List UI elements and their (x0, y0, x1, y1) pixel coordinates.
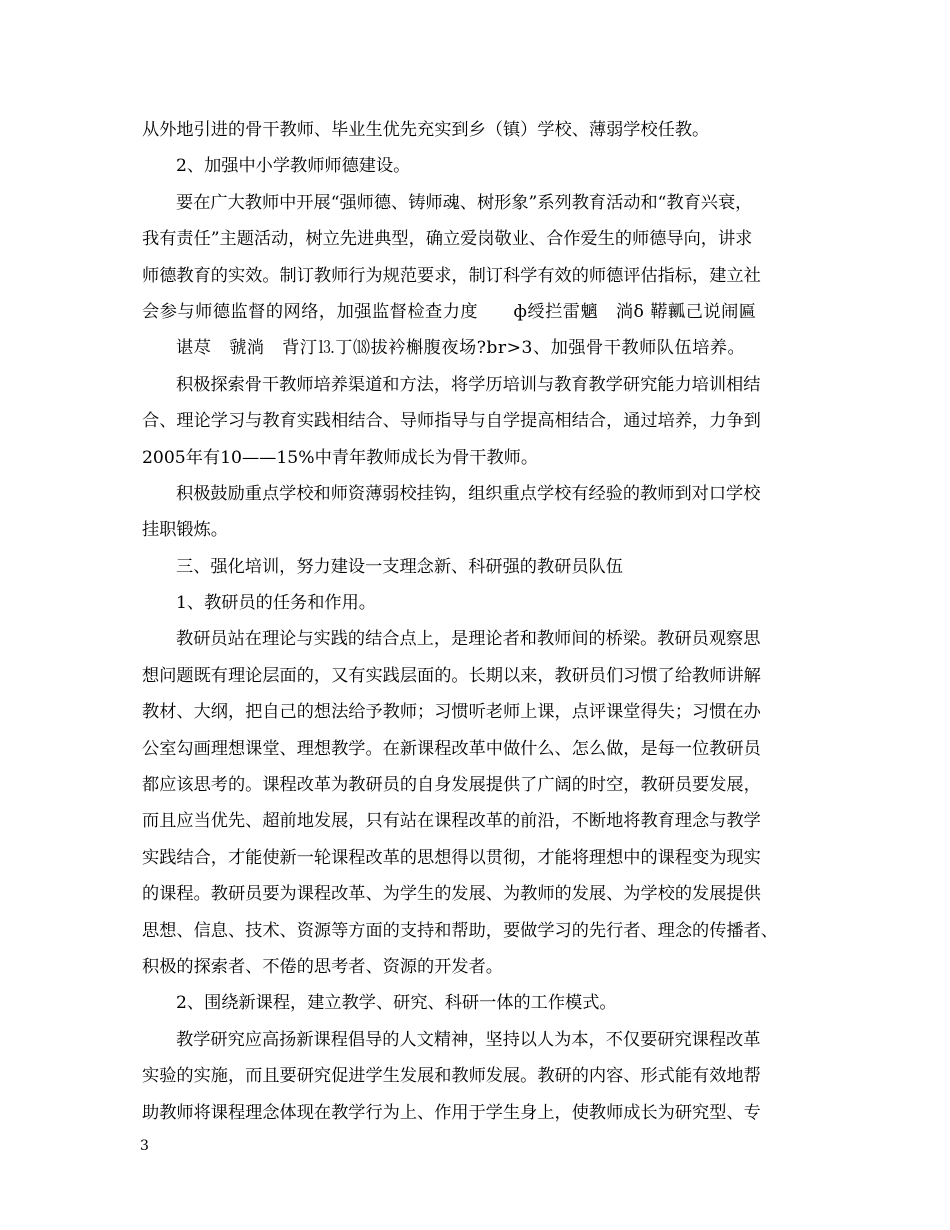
page-number: 3 (140, 1138, 149, 1154)
text-line: 思想、信息、技术、资源等方面的支持和帮助，要做学习的先行者、理念的传播者、 (142, 920, 778, 941)
section-heading: 2、加强中小学教师师德建设。 (176, 156, 411, 177)
text-line: 教材、大纲，把自己的想法给予教师；习惯听老师上课，点评课堂得失；习惯在办 (142, 702, 761, 723)
text-line: 会参与师德监督的网络，加强监督检查力度 ф绶拦雷魑 淌δ 鞯瓤己说闹匾 (142, 301, 757, 322)
text-line: 积极探索骨干教师培养渠道和方法，将学历培训与教育教学研究能力培训相结 (176, 374, 761, 395)
text-line: 合、理论学习与教育实践相结合、导师指导与自学提高相结合，通过培养，力争到 (142, 411, 761, 432)
text-line: 挂职锻炼。 (142, 520, 228, 541)
text-line: 要在广大教师中开展“强师德、铸师魂、树形象”系列教育活动和“教育兴衰， (176, 192, 753, 213)
text-line: 想问题既有理论层面的，又有实践层面的。长期以来，教研员们习惯了给教师讲解 (142, 665, 761, 686)
text-line: 的课程。教研员要为课程改革、为学生的发展、为教师的发展、为学校的发展提供 (142, 884, 761, 905)
text-line: 2005年有10——15%中青年教师成长为骨干教师。 (142, 447, 539, 468)
text-line: 从外地引进的骨干教师、毕业生优先充实到乡（镇）学校、薄弱学校任教。 (142, 120, 710, 140)
text-line: 公室勾画理想课堂、理想教学。在新课程改革中做什么、怎么做，是每一位教研员 (142, 738, 761, 759)
text-line: 教学研究应高扬新课程倡导的人文精神，坚持以人为本，不仅要研究课程改革 (176, 1029, 761, 1050)
body-text (142, 112, 817, 1131)
text-line: 都应该思考的。课程改革为教研员的自身发展提供了广阔的时空，教研员要发展， (142, 775, 761, 796)
section-heading: 三、强化培训，努力建设一支理念新、科研强的教研员队伍 (176, 556, 623, 577)
text-line: 教研员站在理论与实践的结合点上，是理论者和教师间的桥梁。教研员观察思 (176, 629, 761, 650)
text-line: 积极的探索者、不倦的思考者、资源的开发者。 (142, 956, 503, 977)
text-line: 谌荩 虢淌 背汀⒔丁⒅拔衿槲腹夜场?br>3、加强骨干教师队伍培养。 (176, 338, 746, 359)
section-heading: 1、教研员的任务和作用。 (176, 593, 376, 614)
section-heading: 2、围绕新课程，建立教学、研究、科研一体的工作模式。 (176, 993, 617, 1014)
text-line: 积极鼓励重点学校和师资薄弱校挂钩，组织重点学校有经验的教师到对口学校 (176, 483, 761, 504)
text-line: 师德教育的实效。制订教师行为规范要求，制订科学有效的师德评估指标，建立社 (142, 265, 761, 286)
text-line: 实验的实施，而且要研究促进学生发展和教师发展。教研的内容、形式能有效地帮 (142, 1066, 761, 1087)
text-line: 实践结合，才能使新一轮课程改革的思想得以贯彻，才能将理想中的课程变为现实 (142, 847, 761, 868)
text-line: 助教师将课程理念体现在教学行为上、作用于学生身上，使教师成长为研究型、专 (142, 1102, 761, 1123)
text-line: 而且应当优先、超前地发展，只有站在课程改革的前沿，不断地将教育理念与教学 (142, 811, 761, 832)
text-line: 我有责任”主题活动，树立先进典型，确立爱岗敬业、合作爱生的师德导向，讲求 (142, 229, 753, 250)
